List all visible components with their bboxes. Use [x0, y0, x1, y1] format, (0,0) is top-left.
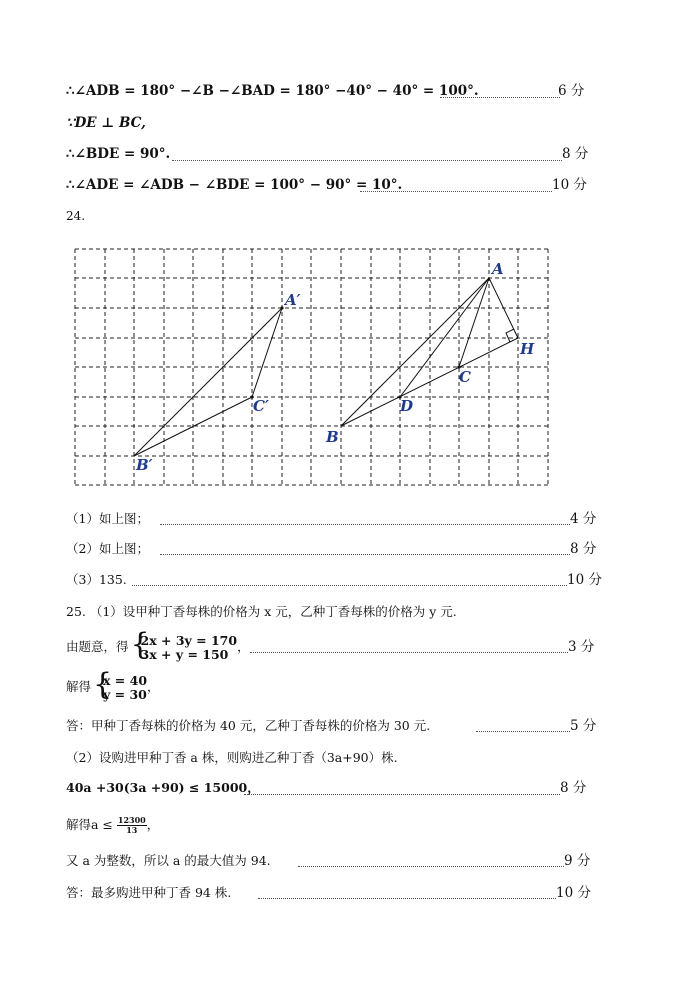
score-4: 4 分 — [570, 511, 597, 527]
leader-dots — [160, 554, 570, 555]
proof-line-3: ∴∠BDE = 90°. — [66, 146, 171, 162]
solution-1: { x = 40 — [103, 672, 148, 688]
equation-2: 3x + y = 150 — [140, 646, 229, 662]
q24-part1: （1）如上图； — [66, 511, 149, 526]
leader-dots — [244, 794, 560, 795]
leader-dots — [476, 731, 570, 732]
solution-2: y = 30 — [103, 686, 147, 702]
leader-dots — [298, 866, 564, 867]
label-c: C — [459, 368, 471, 386]
q25-intro: 25. （1）设甲种丁香每株的价格为 x 元，乙种丁香每株的价格为 y 元. — [66, 604, 457, 619]
segment-a-prime-c-prime — [252, 308, 282, 397]
question-24-number: 24. — [66, 209, 86, 223]
label-c-prime: C′ — [253, 397, 269, 415]
q25-setup — [66, 632, 250, 662]
q25-solve-prefix: 解得 — [66, 679, 92, 694]
segment-a-c — [459, 278, 489, 367]
label-b: B — [326, 428, 339, 446]
score-8: 8 分 — [562, 146, 589, 162]
fraction-denominator: 13 — [126, 825, 138, 835]
equation-system — [133, 634, 238, 662]
score-6: 6 分 — [558, 83, 585, 99]
segment-a-prime-b-prime — [134, 308, 282, 456]
segment-a-b — [341, 278, 489, 426]
fraction-numerator: 12300 — [117, 815, 146, 825]
score-8: 8 分 — [570, 541, 597, 557]
proof-line-2: ∵DE ⊥ BC, — [66, 115, 146, 131]
q25-setup-suffix: ， — [237, 639, 250, 654]
score-8: 8 分 — [560, 780, 587, 796]
score-10: 10 分 — [567, 572, 602, 588]
score-5: 5 分 — [570, 718, 597, 734]
equation-1: { 2x + 3y = 170 — [140, 632, 238, 648]
fraction — [117, 816, 147, 835]
q25-result — [66, 812, 159, 838]
q25-result-suffix: ， — [146, 817, 160, 832]
label-a-prime: A′ — [285, 291, 301, 309]
q24-part2: （2）如上图； — [66, 541, 149, 556]
q25-setup-prefix: 由题意，得 — [66, 639, 129, 654]
label-b-prime: B′ — [136, 456, 153, 474]
q25-inequality: 40a +30(3a +90) ≤ 15000， — [66, 780, 260, 795]
proof-line-4: ∴∠ADE = ∠ADB − ∠BDE = 100° − 90° = 10°. — [66, 177, 403, 193]
q25-answer-1: 答：甲种丁香每株的价格为 40 元，乙种丁香每株的价格为 30 元. — [66, 718, 431, 733]
solution-system — [95, 674, 147, 702]
q25-part2: （2）设购进甲种丁香 a 株，则购进乙种丁香（3a+90）株. — [66, 750, 398, 765]
leader-dots — [258, 898, 556, 899]
leader-dots — [160, 524, 570, 525]
proof-line-1: ∴∠ADB = 180° −∠B −∠BAD = 180° −40° − 40° = 100°. — [66, 83, 479, 99]
label-d: D — [400, 397, 414, 415]
leader-dots — [250, 652, 568, 653]
q24-part3: （3）135. — [66, 572, 127, 587]
score-3: 3 分 — [568, 639, 595, 655]
score-9: 9 分 — [564, 853, 591, 869]
q25-final: 答：最多购进甲种丁香 94 株. — [66, 885, 232, 900]
score-10: 10 分 — [556, 885, 591, 901]
q25-solve — [66, 672, 160, 702]
score-10: 10 分 — [552, 177, 587, 193]
label-a: A — [492, 260, 504, 278]
label-h: H — [520, 340, 535, 358]
q25-solve-suffix: ， — [147, 679, 160, 694]
q25-integer: 又 a 为整数，所以 a 的最大值为 94. — [66, 853, 271, 868]
leader-dots — [132, 585, 567, 586]
q25-result-prefix: 解得a ≤ — [66, 817, 113, 832]
